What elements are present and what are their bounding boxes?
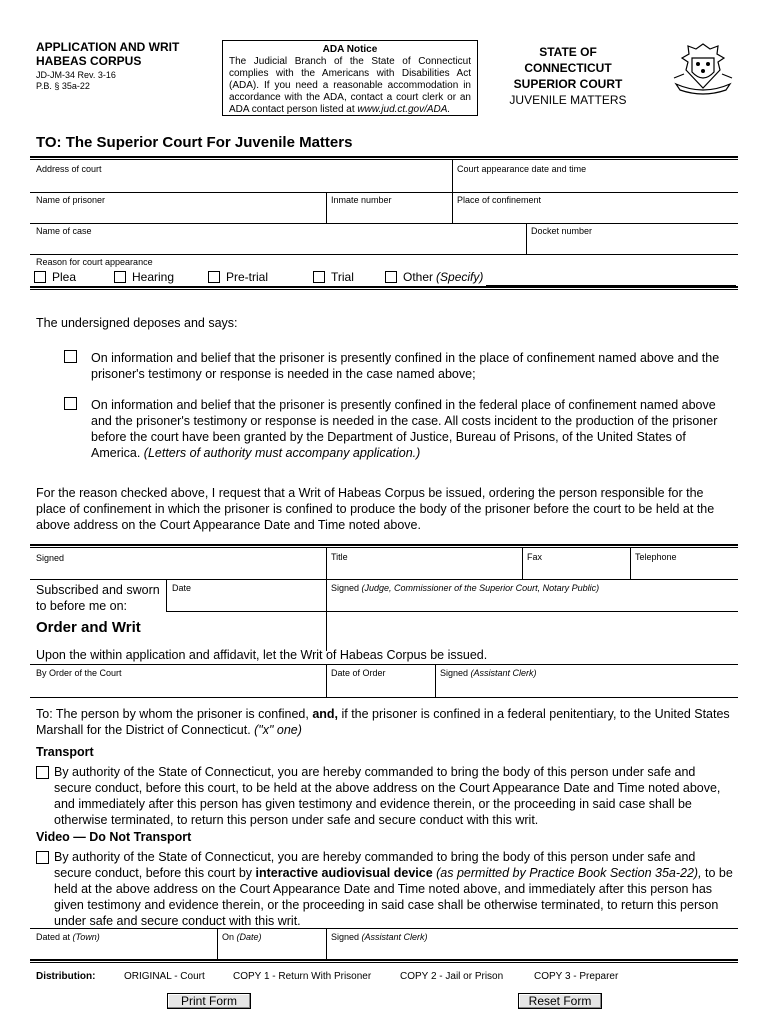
by-order-input[interactable] — [34, 680, 324, 694]
signed-judge-text: Signed — [331, 583, 362, 593]
fax-input[interactable] — [525, 564, 627, 578]
option2-note: (Letters of authority must accompany application.) — [143, 446, 421, 460]
dated-at-town: (Town) — [72, 932, 100, 942]
telephone-input[interactable] — [633, 564, 735, 578]
reason-other — [385, 270, 483, 284]
distribution-copy1: COPY 1 - Return With Prisoner — [233, 971, 372, 982]
to-person-and: and, — [312, 707, 339, 721]
distribution-original: ORIGINAL - Court — [124, 971, 205, 982]
to-person-a: To: The person by whom the prisoner is confined, — [36, 707, 313, 721]
address-of-court-input[interactable] — [34, 176, 450, 190]
reason-plea — [34, 270, 76, 284]
to-person-text — [36, 706, 734, 738]
video-text-a: By authority of the State of Connecticut, you are hereby commanded to bring the body of this person under safe and secure conduct, before this court by — [54, 850, 696, 880]
form-number: JD-JM-34 Rev. 3-16 — [36, 70, 116, 80]
subscribed-line1: Subscribed and sworn — [36, 583, 160, 597]
to-court-heading: TO: The Superior Court For Juvenile Matters — [36, 134, 353, 151]
option2-checkbox[interactable] — [64, 397, 77, 410]
fax-label: Fax — [527, 552, 543, 562]
place-of-confinement-label: Place of confinement — [457, 195, 542, 205]
other-checkbox[interactable] — [385, 271, 397, 283]
address-of-court-label: Address of court — [36, 164, 102, 174]
date-of-order-label: Date of Order — [331, 668, 386, 678]
court-name: SUPERIOR COURT — [513, 77, 623, 91]
on-date-input[interactable] — [220, 944, 324, 958]
form-title-line1: APPLICATION AND WRIT — [36, 40, 180, 54]
plea-checkbox[interactable] — [34, 271, 46, 283]
hearing-checkbox[interactable] — [114, 271, 126, 283]
ada-notice — [222, 40, 478, 116]
name-of-case-label: Name of case — [36, 226, 92, 236]
name-of-case-input[interactable] — [34, 238, 524, 252]
video-checkbox[interactable] — [36, 851, 49, 864]
option1-checkbox[interactable] — [64, 350, 77, 363]
ada-notice-text: The Judicial Branch of the State of Connecticut complies with the Americans with Disabilities Act (ADA). If you need a reasonable accommodation in accordance with the ADA, contact a court clerk or an ADA contact person listed at — [229, 56, 471, 115]
order-heading: Order and Writ — [36, 619, 141, 636]
signed-judge-label — [331, 583, 599, 593]
sworn-date-input[interactable] — [170, 595, 324, 609]
video-text — [54, 849, 734, 929]
other-specify-input[interactable] — [486, 270, 736, 286]
form-title-line2: HABEAS CORPUS — [36, 54, 142, 68]
trial-checkbox[interactable] — [313, 271, 325, 283]
video-text-b: to be held at the above address on the Court Appearance Date and Time noted above, and immediately after this person has given testimony and evidence therein, or the proceeding in said case shall be otherwise terminated, to return this person under safe and secure conduct with this writ. — [54, 866, 733, 928]
to-person-b: if the prisoner is confined in a federal penitentiary, to the United States Marshall for the District of Connecticut. — [36, 707, 730, 737]
video-text-note: (as permitted by Practice Book Section 35a-22), — [432, 866, 702, 880]
distribution-label: Distribution: — [36, 971, 96, 982]
ada-url: www.jud.ct.gov/ADA. — [357, 104, 451, 115]
order-signed-input[interactable] — [438, 680, 735, 694]
reason-trial — [313, 270, 354, 284]
to-person-note: ("x" one) — [254, 723, 302, 737]
option2-text: On information and belief that the prisoner is presently confined in the federal place of confinement named above and the prisoner's testimony or response is needed in the case. All costs incident to the production of the prisoner before the court have been granted by the Department of Justice, Bureau of Prisons, of the United States of America. — [91, 398, 718, 460]
court-heading — [498, 44, 638, 108]
appearance-date-input[interactable] — [455, 176, 735, 190]
reason-pretrial — [208, 270, 268, 284]
ada-notice-title: ADA Notice — [322, 44, 378, 55]
pretrial-label: Pre-trial — [226, 270, 269, 284]
inmate-number-input[interactable] — [329, 207, 449, 221]
place-of-confinement-input[interactable] — [455, 207, 735, 221]
date-of-order-input[interactable] — [329, 680, 433, 694]
order-signed-text: Signed — [440, 668, 471, 678]
reason-label: Reason for court appearance — [36, 257, 153, 267]
signed-label: Signed — [36, 553, 65, 563]
order-signed-note: (Assistant Clerk) — [470, 668, 537, 678]
on-date-text: On — [222, 932, 237, 942]
video-heading: Video — Do Not Transport — [36, 830, 192, 844]
deposes-text: The undersigned deposes and says: — [36, 316, 238, 330]
other-specify-label: (Specify) — [436, 270, 484, 284]
signed-input[interactable] — [34, 564, 324, 578]
trial-label: Trial — [331, 270, 354, 284]
reason-hearing — [114, 270, 174, 284]
name-of-prisoner-label: Name of prisoner — [36, 195, 106, 205]
footer-signed-text: Signed — [331, 932, 362, 942]
heading-rule — [30, 156, 738, 160]
on-date-note: (Date) — [236, 932, 262, 942]
distribution-copy2: COPY 2 - Jail or Prison — [400, 971, 504, 982]
docket-number-label: Docket number — [531, 226, 593, 236]
plea-label: Plea — [52, 270, 77, 284]
subscribed-sworn — [36, 582, 160, 614]
transport-heading: Transport — [36, 745, 94, 759]
sworn-date-label: Date — [172, 583, 192, 593]
dated-at-label — [36, 932, 100, 942]
video-text-bold: interactive audiovisual device — [255, 866, 433, 880]
court-division: JUVENILE MATTERS — [509, 93, 627, 107]
pretrial-checkbox[interactable] — [208, 271, 220, 283]
footer-signed-note: (Assistant Clerk) — [361, 932, 428, 942]
order-text: Upon the within application and affidavit, let the Writ of Habeas Corpus be issued. — [36, 648, 488, 662]
dated-at-input[interactable] — [34, 944, 214, 958]
other-label: Other — [403, 270, 434, 284]
transport-checkbox[interactable] — [36, 766, 49, 779]
option1-text: On information and belief that the prisoner is presently confined in the place of confinement named above and the prisoner's testimony or response is needed in the case named above; — [91, 351, 720, 381]
signed-judge-note: (Judge, Commissioner of the Superior Court, Notary Public) — [361, 583, 600, 593]
state-name: STATE OF CONNECTICUT — [524, 45, 612, 75]
subscribed-line2: to before me on: — [36, 599, 128, 613]
order-signed-label — [440, 668, 537, 678]
reset-form-button[interactable]: Reset Form — [518, 993, 602, 1009]
connecticut-seal-icon — [670, 40, 736, 96]
inmate-number-label: Inmate number — [331, 195, 392, 205]
title-label: Title — [331, 552, 348, 562]
distribution-copy3: COPY 3 - Preparer — [534, 971, 619, 982]
on-date-label — [222, 932, 262, 942]
footer-signed-label — [331, 932, 428, 942]
by-order-label: By Order of the Court — [36, 668, 122, 678]
request-text: For the reason checked above, I request that a Writ of Habeas Corpus be issued, ordering the person responsible for the place of confinement in which the prisoner is confined to produce the body of the prisoner before the court to be held at the above address on the Court Appearance Date and Time noted above. — [36, 486, 715, 532]
option2-block — [91, 397, 731, 461]
docket-number-input[interactable] — [529, 238, 735, 252]
appearance-date-label: Court appearance date and time — [457, 164, 587, 174]
dated-at-text: Dated at — [36, 932, 73, 942]
practice-book-ref: P.B. § 35a-22 — [36, 81, 90, 91]
signed-judge-input[interactable] — [329, 595, 735, 609]
transport-text: By authority of the State of Connecticut, you are hereby commanded to bring the body of this person under safe and secure conduct, before this court, to be held at the above address on the Court Appearance Date and Time noted above, and immediately after this person has given testimony and evidence therein, or the proceeding in said case shall be otherwise terminated, to return this person under safe and secure conduct with this writ. — [54, 765, 721, 827]
telephone-label: Telephone — [635, 552, 677, 562]
name-of-prisoner-input[interactable] — [34, 207, 324, 221]
title-input[interactable] — [329, 564, 519, 578]
footer-signed-input[interactable] — [329, 944, 735, 958]
print-form-button[interactable]: Print Form — [167, 993, 251, 1009]
hearing-label: Hearing — [132, 270, 175, 284]
